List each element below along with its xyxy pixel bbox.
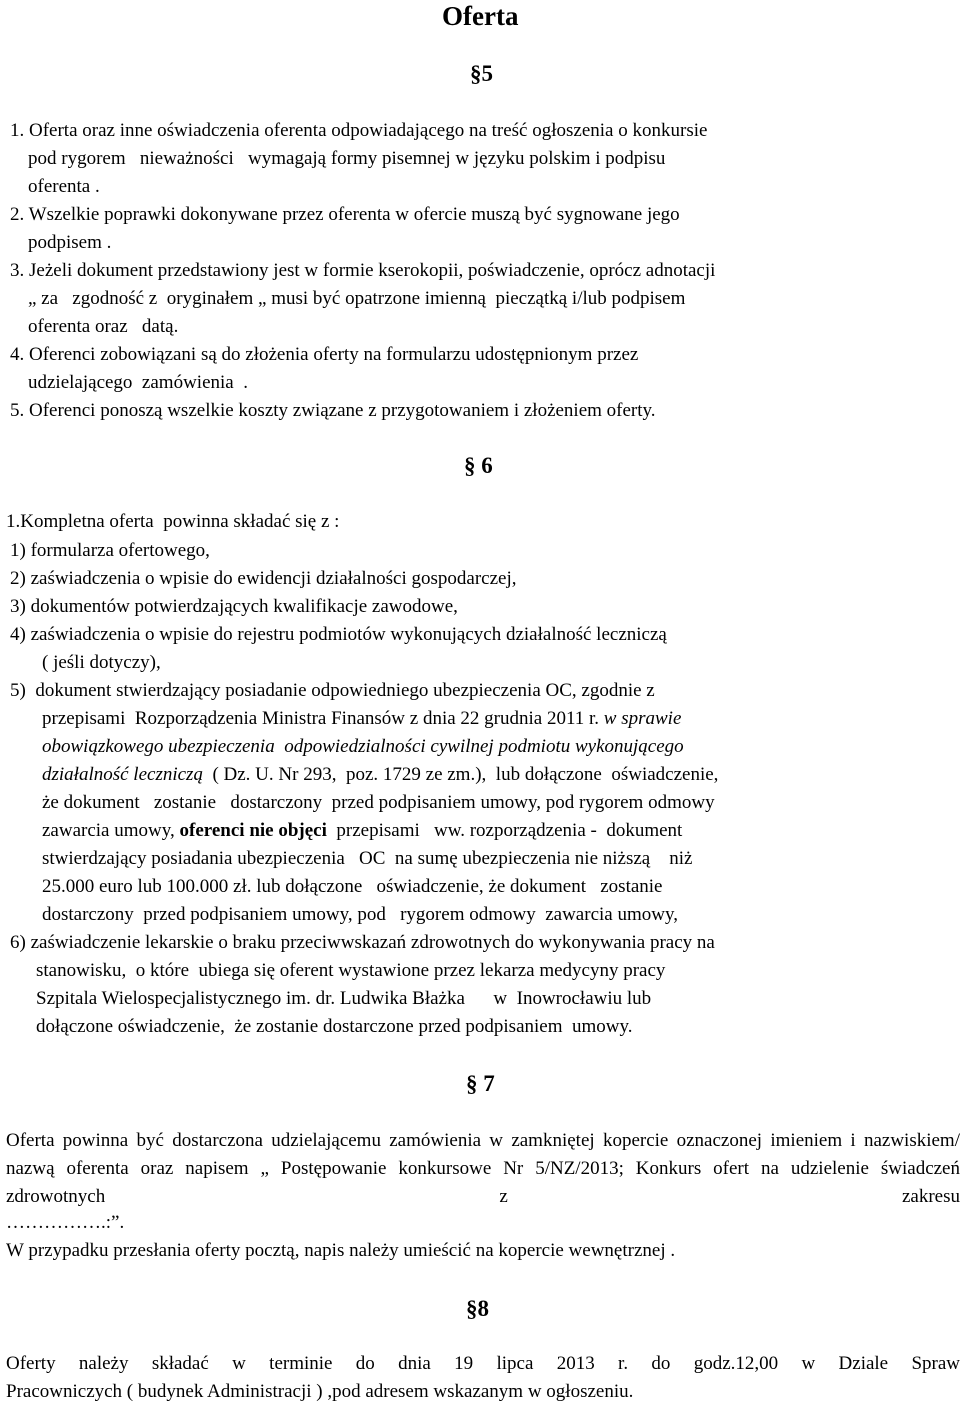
bold-notice: oferenci nie objęci: [179, 820, 327, 841]
section-7-heading: § 7: [466, 1071, 495, 1096]
sec5-line: udzielającego zamówienia .: [28, 372, 248, 393]
sec5-line: „ za zgodność z oryginałem „ musi być opatrzone imienną pieczątką i/lub podpisem: [28, 288, 686, 309]
regulation-ref: przepisami ww. rozporządzenia - dokument: [326, 820, 683, 841]
regulation-title-italic: w sprawie: [603, 708, 682, 729]
sec8-paragraph-last: Pracowniczych ( budynek Administracji ) ,pod adresem wskazanym w ogłoszeniu.: [6, 1381, 634, 1402]
sec6-item: ( jeśli dotyczy),: [42, 652, 161, 673]
section-8-heading: §8: [466, 1296, 489, 1321]
sec5-line: pod rygorem nieważności wymagają formy pisemnej w języku polskim i podpisu: [28, 148, 666, 169]
sec6-item: 5) dokument stwierdzający posiadanie odpowiedniego ubezpieczenia OC, zgodnie z: [10, 680, 655, 701]
sec7-paragraph-2: W przypadku przesłania oferty pocztą, napis należy umieścić na kopercie wewnętrznej .: [6, 1240, 676, 1261]
sec6-item: 4) zaświadczenia o wpisie do rejestru podmiotów wykonujących działalność leczniczą: [10, 624, 667, 645]
regulation-title-italic: działalność leczniczą: [42, 764, 203, 785]
sec6-item-line: że dokument zostanie dostarczony przed podpisaniem umowy, pod rygorem odmowy: [42, 792, 715, 813]
sec5-line: 1. Oferta oraz inne oświadczenia oferenta odpowiadającego na treść ogłoszenia o konkursie: [10, 120, 708, 141]
journal-ref: ( Dz. U. Nr 293, poz. 1729 ze zm.), lub dołączone oświadczenie,: [202, 764, 719, 785]
sec7-paragraph: Oferta powinna być dostarczona udzielającemu zamówienia w zamkniętej kopercie oznaczonej imieniem i nazwiskiem/ nazwą oferenta oraz napisem „ Postępowanie konkursowe Nr 5/NZ/2013; Konkurs ofert na udzielenie świadczeń zdrowotnych z zakresu: [6, 1130, 960, 1207]
sec6-item-line: dołączone oświadczenie, że zostanie dostarczone przed podpisaniem umowy.: [36, 1016, 633, 1037]
sec7-dots: …………….:”.: [6, 1212, 125, 1233]
sec6-item-line: [42, 735, 684, 759]
sec6-item-line: stwierdzający posiadania ubezpieczenia OC na sumę ubezpieczenia nie niższą niż: [42, 848, 693, 869]
sec5-line: oferenta oraz datą.: [28, 316, 179, 337]
section-6-heading: § 6: [464, 453, 493, 478]
sec5-line: 3. Jeżeli dokument przedstawiony jest w formie kserokopii, poświadczenie, oprócz adnotacji: [10, 260, 716, 281]
sec5-line: podpisem .: [28, 232, 112, 253]
regulation-text: przepisami Rozporządzenia Ministra Finansów z dnia 22 grudnia 2011 r.: [42, 708, 604, 729]
sec6-item: 2) zaświadczenia o wpisie do ewidencji działalności gospodarczej,: [10, 568, 517, 589]
section-5-heading: §5: [470, 61, 493, 86]
sec6-item-line: Szpitala Wielospecjalistycznego im. dr. Ludwika Błażka w Inowrocławiu lub: [36, 988, 652, 1009]
sec5-line: 2. Wszelkie poprawki dokonywane przez oferenta w ofercie muszą być sygnowane jego: [10, 204, 680, 225]
sec6-item-line: [42, 763, 718, 787]
sec8-paragraph: Oferty należy składać w terminie do dnia 19 lipca 2013 r. do godz.12,00 w Dziale Spraw: [6, 1353, 960, 1374]
sec6-item-line: [42, 819, 682, 843]
sec6-item-line: [42, 707, 681, 731]
contract-text: zawarcia umowy,: [42, 820, 180, 841]
sec6-item: 3) dokumentów potwierdzających kwalifikacje zawodowe,: [10, 596, 458, 617]
sec6-item-line: dostarczony przed podpisaniem umowy, pod rygorem odmowy zawarcia umowy,: [42, 904, 678, 925]
sec5-line: oferenta .: [28, 176, 100, 197]
sec6-item: 1) formularza ofertowego,: [10, 540, 210, 561]
sec6-intro: 1.Kompletna oferta powinna składać się z :: [6, 511, 340, 532]
page-title: Oferta: [442, 1, 519, 31]
sec6-item: 6) zaświadczenie lekarskie o braku przeciwwskazań zdrowotnych do wykonywania pracy na: [10, 932, 715, 953]
sec6-item-line: stanowisku, o które ubiega się oferent wystawione przez lekarza medycyny pracy: [36, 960, 666, 981]
sec5-line: 5. Oferenci ponoszą wszelkie koszty związane z przygotowaniem i złożeniem oferty.: [10, 400, 656, 421]
sec6-item-line: 25.000 euro lub 100.000 zł. lub dołączone oświadczenie, że dokument zostanie: [42, 876, 663, 897]
sec5-line: 4. Oferenci zobowiązani są do złożenia oferty na formularzu udostępnionym przez: [10, 344, 639, 365]
regulation-title-italic: obowiązkowego ubezpieczenia odpowiedzialności cywilnej podmiotu wykonującego: [42, 736, 684, 757]
